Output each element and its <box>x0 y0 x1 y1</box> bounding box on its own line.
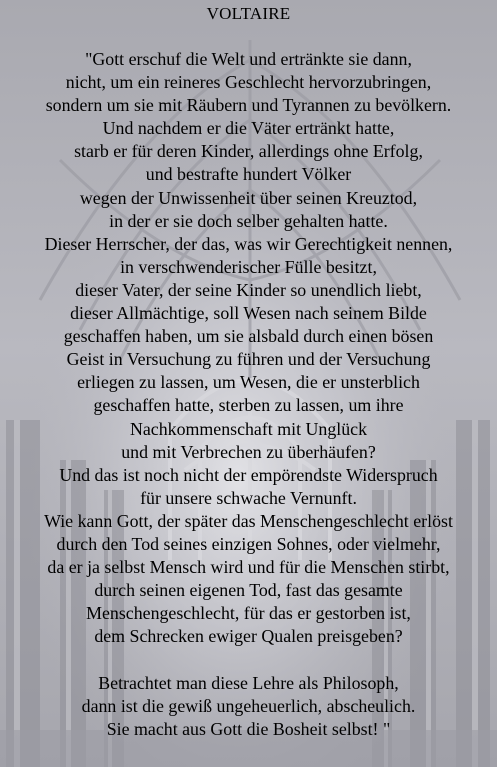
quote-line: Sie macht aus Gott die Bosheit selbst! " <box>106 718 391 739</box>
quote-line: Wie kann Gott, der später das Menschengeschlecht erlöst <box>44 510 453 531</box>
quote-line: Und nachdem er die Väter ertränkt hatte, <box>102 118 395 139</box>
quote-line: wegen der Unwissenheit über seinen Kreuztod, <box>79 187 418 208</box>
quote-line: und mit Verbrechen zu überhäufen? <box>121 441 376 462</box>
paragraph-gap <box>2 648 495 671</box>
quote-line: geschaffen haben, um sie alsbald durch einen bösen <box>63 326 434 347</box>
quote-line: Nachkommenschaft mit Unglück <box>129 418 368 439</box>
quote-line: dieser Vater, der seine Kinder so unendlich liebt, <box>75 279 422 300</box>
quote-line: "Gott erschuf die Welt und ertränkte sie dann, <box>85 49 412 69</box>
quote-line: durch den Tod seines einzigen Sohnes, oder vielmehr, <box>56 533 441 554</box>
author-title: VOLTAIRE <box>206 4 291 23</box>
quote-line: Betrachtet man diese Lehre als Philosoph, <box>98 672 399 693</box>
quote-line: starb er für deren Kinder, allerdings ohne Erfolg, <box>74 141 423 162</box>
quote-line: erliegen zu lassen, um Wesen, die er unsterblich <box>77 372 420 393</box>
quote-line: Menschengeschlecht, für das er gestorben ist, <box>86 603 411 624</box>
quote-line: sondern um sie mit Räubern und Tyrannen zu bevölkern. <box>45 95 452 116</box>
quote-line: durch seinen eigenen Tod, fast das gesamte <box>94 580 403 601</box>
quote-line: in verschwenderischer Fülle besitzt, <box>120 256 377 277</box>
quote-line: in der er sie doch selber gehalten hatte. <box>109 210 388 231</box>
quote-line: Dieser Herrscher, der das, was wir Gerechtigkeit nennen, <box>44 233 453 254</box>
quote-line: für unsere schwache Vernunft. <box>140 487 357 508</box>
quote-line: und bestrafte hundert Völker <box>145 164 352 185</box>
quote-line: dem Schrecken ewiger Qualen preisgeben? <box>94 626 403 647</box>
quote-line: dann ist die gewiß ungeheuerlich, abscheulich. <box>81 695 416 716</box>
quote-text-block <box>0 48 497 741</box>
quote-line: Und das ist noch nicht der empörendste Widerspruch <box>59 464 438 485</box>
quote-line: nicht, um ein reineres Geschlecht hervorzubringen, <box>65 72 432 93</box>
quote-line: da er ja selbst Mensch wird und für die Menschen stirbt, <box>47 557 450 578</box>
quote-line: geschaffen hatte, sterben zu lassen, um ihre <box>93 395 404 416</box>
quote-line: Geist in Versuchung zu führen und der Versuchung <box>66 349 431 370</box>
quote-line: dieser Allmächtige, soll Wesen nach seinem Bilde <box>70 303 427 324</box>
